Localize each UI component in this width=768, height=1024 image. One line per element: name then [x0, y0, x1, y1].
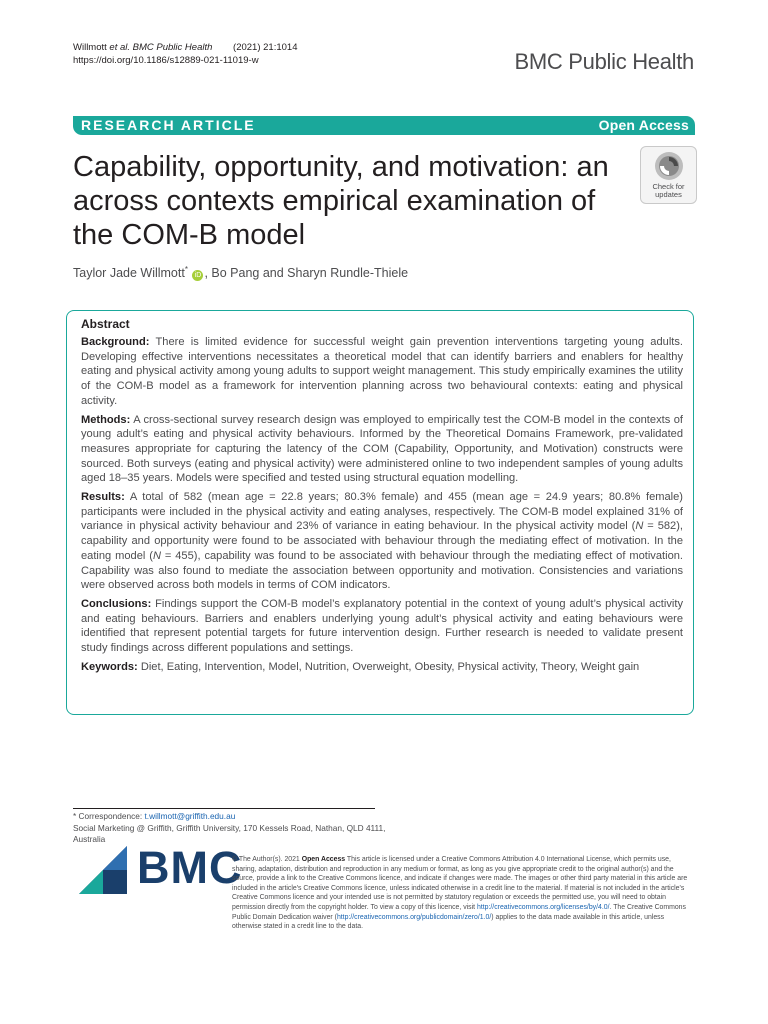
correspondence-label: * Correspondence:	[73, 811, 143, 821]
license-body-2: . The Creative Commons Public Domain Dedication waiver (	[232, 903, 686, 921]
abstract-box	[66, 310, 694, 715]
check-updates-text: Check for updates	[652, 182, 685, 199]
corresponding-marker: *	[184, 265, 188, 274]
citation-line	[73, 41, 297, 54]
conclusions-label: Conclusions:	[81, 597, 152, 610]
license-prefix: © The Author(s). 2021	[232, 856, 300, 863]
conclusions-text: Findings support the COM-B model’s explanatory potential in the context of young adult’s physical activity and eating behaviours. Barriers and enablers underlying young adult’s physical activity and eating behaviours were identified that represent potential targets for future intervention design. Further research is needed to validate present study findings across different populations and settings.	[81, 597, 683, 655]
correspondence-footnote	[73, 811, 393, 846]
author-rest: , Bo Pang and Sharyn Rundle-Thiele	[204, 266, 409, 281]
methods-label: Methods:	[81, 413, 131, 426]
license-link-by[interactable]: http://creativecommons.org/licenses/by/4.0/	[476, 903, 610, 911]
abstract-heading: Abstract	[81, 317, 130, 331]
license-link-zero[interactable]: http://creativecommons.org/publicdomain/zero/1.0/	[336, 913, 492, 921]
doi-link[interactable]: https://doi.org/10.1186/s12889-021-11019-w	[73, 55, 259, 66]
license-body-3: ) applies to the data made available in this article, unless otherwise stated in a credit line to the data.	[232, 913, 665, 931]
article-type: RESEARCH ARTICLE	[81, 117, 256, 133]
open-access-label: Open Access	[598, 117, 689, 133]
license-text	[232, 855, 695, 932]
citation-journal: et al. BMC Public Health	[109, 42, 213, 53]
article-title: Capability, opportunity, and motivation: an across contexts empirical examination of the COM-B model	[73, 151, 609, 251]
keywords-label: Keywords:	[81, 660, 138, 673]
author-list	[73, 265, 408, 281]
methods-text: A cross-sectional survey research design was employed to empirically test the COM-B model in the contexts of young adult’s eating and physical activity behaviours. Informed by the Theoretical Domains Framework, pre-validated measures appropriate for capturing the latency of the COM (Capability, Opportunity, and Motivation) constructs were sourced. Both surveys (eating and physical activity) were administered online to two independent samples of young adults aged 18–35 years. Models were specified and tested using structural equation modelling.	[81, 413, 683, 485]
affiliation: Social Marketing @ Griffith, Griffith University, 170 Kessels Road, Nathan, QLD 4111, Australia	[73, 822, 386, 844]
results-n1: N	[635, 520, 644, 533]
author-first: Taylor Jade Willmott	[73, 266, 185, 281]
results-text-1: A total of 582 (mean age = 22.8 years; 80.3% female) and 455 (mean age = 24.9 years; 80.8% female) participants were included in the physical activity and eating analyses, respectively. The COM-B model explained 31% of variance in physical activity behaviour and 23% of variance in eating behaviour. In the physical activity model (	[81, 491, 683, 533]
check-for-updates-badge[interactable]	[640, 146, 697, 204]
correspondence-line	[73, 811, 393, 823]
orcid-icon[interactable]: iD	[192, 270, 203, 281]
license-body-1: This article is licensed under a Creative Commons Attribution 4.0 International License, which permits use, sharing, adaptation, distribution and reproduction in any medium or format, as long as you give appropriate credit to the original author(s) and the source, provide a link to the Creative Commons licence, and indicate if changes were made. The images or other third party material in this article are included in the article's Creative Commons licence, unless indicated otherwise in a credit line to the material. If material is not included in the article's Creative Commons licence and your intended use is not permitted by statutory regulation or exceeds the permitted use, you will need to obtain permission directly from the copyright holder. To view a copy of this licence, visit	[232, 856, 688, 911]
background-text: There is limited evidence for successful weight gain prevention interventions targeting young adults. Developing effective interventions necessitates a theoretical model that can identify barriers and enablers for healthy eating and physical activity among young adults to support weight management. This study empirically examines the utility of the COM-B model as a framework for intervention planning across two behavioural contexts: eating and physical activity.	[81, 336, 683, 407]
results-text-3: = 455), capability was found to be associated with behaviour through the mediating effect of motivation. Capability was also found to mediate the association between opportunity and motivation. Consistencies and variations were observed across both models in terms of COM indicators.	[81, 549, 683, 592]
background-label: Background:	[81, 336, 150, 348]
article-type-banner	[73, 116, 695, 135]
journal-logo: BMC Public Health	[514, 49, 694, 74]
abstract-keywords	[81, 660, 683, 675]
citation-authors: Willmott	[73, 42, 107, 53]
keywords-text: Diet, Eating, Intervention, Model, Nutrition, Overweight, Obesity, Physical activity, Theory, Weight gain	[140, 660, 640, 673]
abstract-conclusions	[81, 597, 683, 656]
bmc-logo-text: BMC	[137, 842, 243, 893]
running-header	[73, 41, 297, 67]
abstract-results	[81, 490, 683, 593]
abstract-methods	[81, 413, 683, 487]
license-open-access: Open Access	[301, 856, 346, 863]
footnote-divider	[73, 808, 375, 809]
citation-volume: (2021) 21:1014	[233, 42, 298, 53]
results-n2: N	[152, 549, 161, 562]
correspondence-email[interactable]: t.willmott@griffith.edu.au	[144, 811, 236, 821]
check-updates-icon	[654, 151, 684, 181]
abstract-content	[81, 317, 683, 678]
results-label: Results:	[81, 491, 125, 504]
results-text-2: = 582), capability and opportunity were found to be associated with behaviour through the mediating effect of motivation. In the eating model (	[81, 520, 683, 562]
abstract-background	[81, 335, 683, 409]
